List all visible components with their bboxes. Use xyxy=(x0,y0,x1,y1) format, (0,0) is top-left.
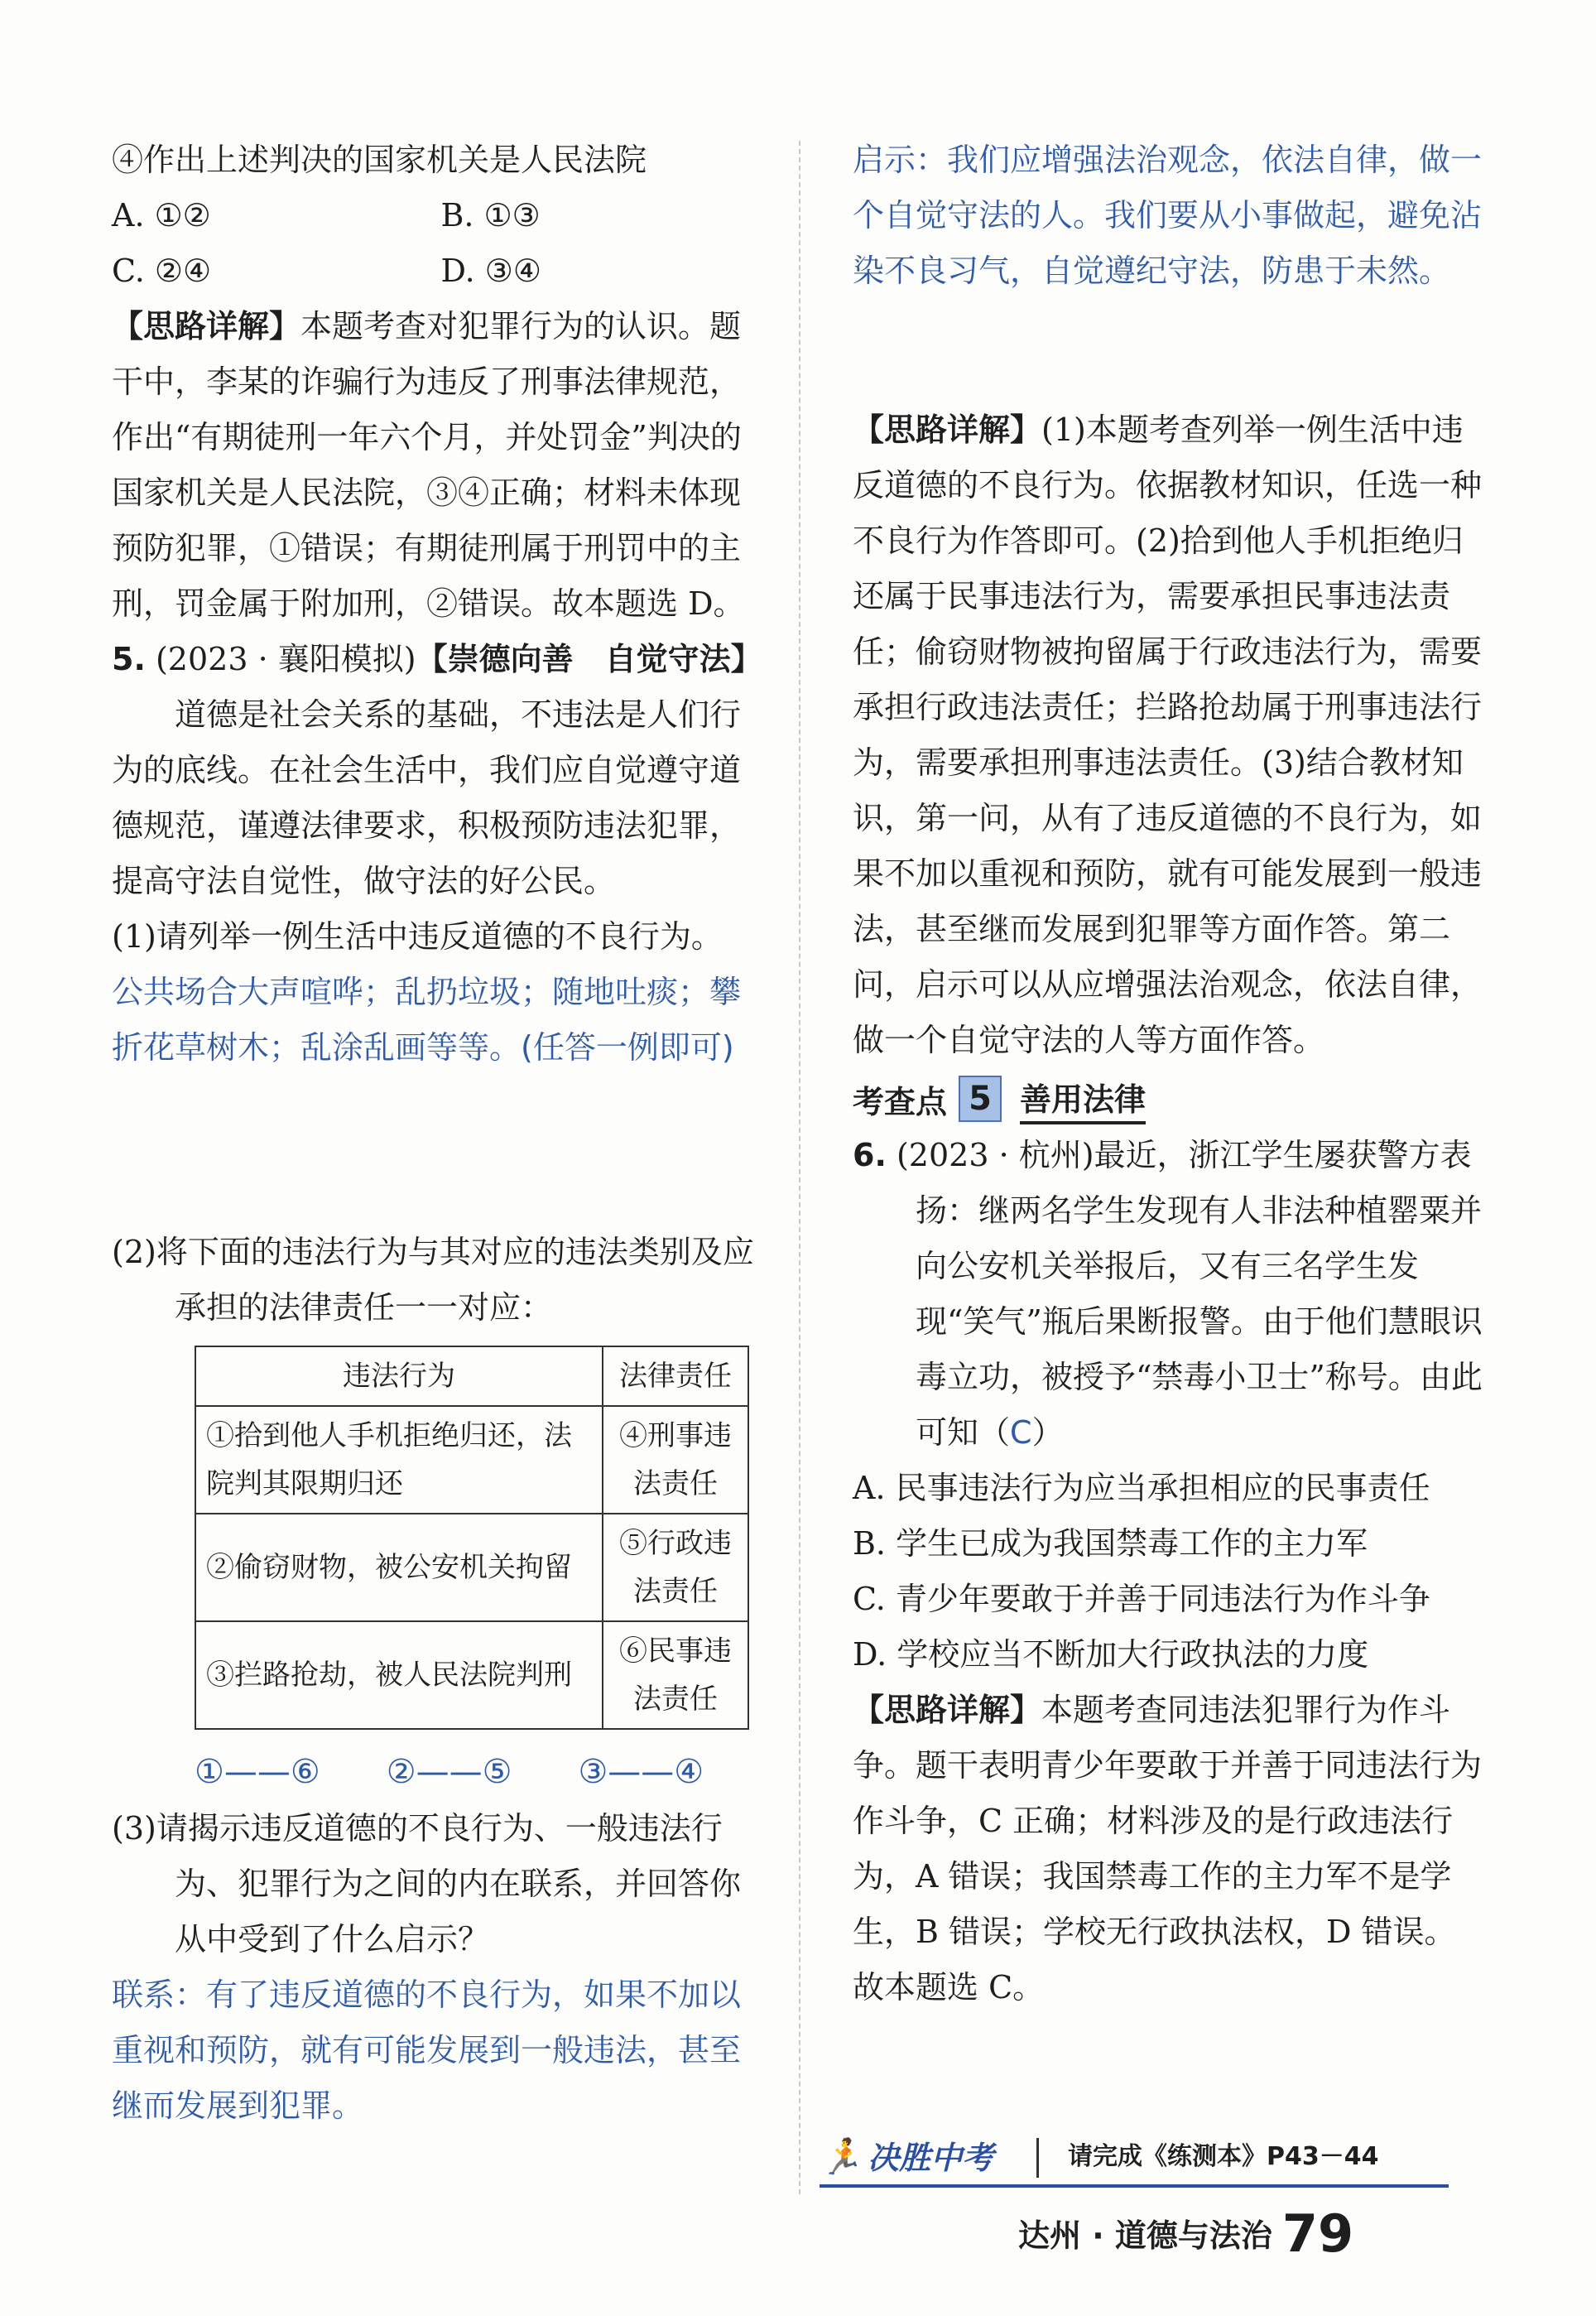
right-column xyxy=(853,132,1486,2015)
column-divider xyxy=(799,141,800,2194)
brand-logo-text: 决胜中考 xyxy=(868,2140,994,2176)
law-table-liability-1: ④刑事违法责任 xyxy=(603,1406,748,1514)
law-table xyxy=(195,1346,749,1730)
q5-header xyxy=(112,632,770,687)
q4-analysis-label: 【思路详解】 xyxy=(112,308,301,344)
q5-sub1-answer: 公共场合大声喧哗；乱扔垃圾；随地吐痰；攀折花草树木；乱涂乱画等等。(任答一例即可) xyxy=(112,974,742,1066)
q4-option-b: B. ①③ xyxy=(440,197,541,234)
answer-space xyxy=(112,1076,770,1225)
q6-option-c: C. 青少年要敢于并善于同违法行为作斗争 xyxy=(853,1581,1430,1617)
q5-sub2-answers xyxy=(195,1743,770,1801)
q4-option-d: D. ③④ xyxy=(440,253,541,289)
q4-option-c: C. ②④ xyxy=(112,253,212,289)
law-table-act-3: ③拦路抢劫，被人民法院判刑 xyxy=(195,1621,603,1729)
match-answer-3: ③——④ xyxy=(578,1753,704,1791)
exercise-reference: 请完成《练测本》P43－44 xyxy=(1068,2142,1379,2171)
q5-analysis-text: (1)本题考查列举一例生活中违反道德的不良行为。依据教材知识，任选一种不良行为作答即可。(2)拾到他人手机拒绝归还属于民事违法行为，需要承担民事违法责任；偷窃财物被拘留属于行政违法行为，需要承担行政违法责任；拦路抢劫属于刑事违法行为，需要承担刑事违法责任。(3)结合教材知识，第一问，从有了违反道德的不良行为，如果不加以重视和预防，就有可能发展到一般违法，甚至继而发展到犯罪等方面作答。第二问，启示可以从应增强法治观念，依法自律，做一个自觉守法的人等方面作答。 xyxy=(853,412,1483,1058)
q6-answer: C xyxy=(1010,1414,1032,1451)
table-row xyxy=(195,1406,748,1514)
kaochadian-header xyxy=(853,1071,1486,1126)
q5-number: 5. xyxy=(112,641,146,677)
brand-logo xyxy=(820,2128,993,2187)
law-table-header-act: 违法行为 xyxy=(195,1346,603,1406)
q6-stem-end: ） xyxy=(1031,1414,1064,1451)
law-table-act-2: ②偷窃财物，被公安机关拘留 xyxy=(195,1514,603,1621)
footer-separator xyxy=(1036,2138,1039,2178)
law-table-header-liability: 法律责任 xyxy=(603,1346,748,1406)
q6-option-d: D. 学校应当不断加大行政执法的力度 xyxy=(853,1636,1369,1673)
q6-stem-text: (2023 · 杭州)最近，浙江学生屡获警方表扬：继两名学生发现有人非法种植罂粟并向公安机关举报后，又有三名学生发现“笑气”瓶后果断报警。由于他们慧眼识毒立功，被授予“禁毒小卫士”称号。由此可知（ xyxy=(896,1137,1483,1451)
law-table-liability-2: ⑤行政违法责任 xyxy=(603,1514,748,1621)
footer-banner xyxy=(820,2128,1449,2186)
q5-sub3-question: (3)请揭示违反道德的不良行为、一般违法行为、犯罪行为之间的内在联系，并回答你从中受到了什么启示？ xyxy=(112,1810,742,1957)
kaochadian-title: 善用法律 xyxy=(1020,1074,1146,1124)
q5-sub3-answer-continued: 启示：我们应增强法治观念，依法自律，做一个自觉守法的人。我们要从小事做起，避免沾染不良习气，自觉遵纪守法，防患于未然。 xyxy=(853,142,1483,289)
q4-option-a: A. ①② xyxy=(112,197,211,234)
q5-sub3-answer: 联系：有了违反道德的不良行为，如果不加以重视和预防，就有可能发展到一般违法，甚至继而发展到犯罪。 xyxy=(112,1977,742,2124)
q5-source: (2023 · 襄阳模拟) xyxy=(155,641,416,677)
table-row xyxy=(195,1514,748,1621)
q6-stem xyxy=(853,1128,1486,1461)
page-footer xyxy=(1018,2201,1353,2269)
table-row xyxy=(195,1621,748,1729)
q5-material: 道德是社会关系的基础，不违法是人们行为的底线。在社会生活中，我们应自觉遵守道德规范，谨遵法律要求，积极预防违法犯罪，提高守法自觉性，做守法的好公民。 xyxy=(112,696,742,899)
match-answer-1: ①——⑥ xyxy=(195,1753,320,1791)
answer-space xyxy=(853,299,1486,402)
match-answer-2: ②——⑤ xyxy=(386,1753,512,1791)
q6-analysis-text: 本题考查同违法犯罪行为作斗争。题干表明青少年要敢于并善于同违法行为作斗争，C 正确；材料涉及的是行政违法行为，A 错误；我国禁毒工作的主力军不是学生，B 错误；学校无行政执法权，D 错误。故本题选 C。 xyxy=(853,1692,1483,2005)
q6-option-b: B. 学生已成为我国禁毒工作的主力军 xyxy=(853,1525,1368,1562)
q4-analysis xyxy=(112,299,770,632)
q5-sub2-question: (2)将下面的违法行为与其对应的违法类别及应承担的法律责任一一对应： xyxy=(112,1234,754,1326)
runner-icon: 🏃 xyxy=(820,2136,863,2177)
q5-analysis xyxy=(853,402,1486,1068)
law-table-header-row xyxy=(195,1346,748,1406)
kaochadian-label: 考查点 xyxy=(853,1083,948,1120)
q6-option-a: A. 民事违法行为应当承担相应的民事责任 xyxy=(853,1470,1430,1506)
page-number: 79 xyxy=(1281,2203,1354,2264)
kaochadian-number: 5 xyxy=(959,1076,1002,1122)
footer-rule xyxy=(820,2184,1449,2188)
law-table-liability-3: ⑥民事违法责任 xyxy=(603,1621,748,1729)
left-column xyxy=(112,132,770,2134)
q4-statement-4: ④作出上述判决的国家机关是人民法院 xyxy=(112,142,647,178)
q6-analysis xyxy=(853,1683,1486,2015)
q6-analysis-label: 【思路详解】 xyxy=(853,1692,1042,1728)
q4-options xyxy=(112,188,770,299)
q5-analysis-label: 【思路详解】 xyxy=(853,412,1042,448)
q5-sub1-question: (1)请列举一例生活中违反道德的不良行为。 xyxy=(112,918,723,955)
book-title: 达州 · 道德与法治 xyxy=(1018,2217,1272,2254)
q4-analysis-text: 本题考查对犯罪行为的认识。题干中，李某的诈骗行为违反了刑事法律规范，作出“有期徒刑一年六个月，并处罚金”判决的国家机关是人民法院，③④正确；材料未体现预防犯罪，①错误；有期徒刑属于刑罚中的主刑，罚金属于附加刑，②错误。故本题选 D。 xyxy=(112,308,745,622)
q6-number: 6. xyxy=(853,1137,887,1173)
q5-tag: 【崇德向善 自觉守法】 xyxy=(416,641,762,677)
law-table-act-1: ①拾到他人手机拒绝归还，法院判其限期归还 xyxy=(195,1406,603,1514)
